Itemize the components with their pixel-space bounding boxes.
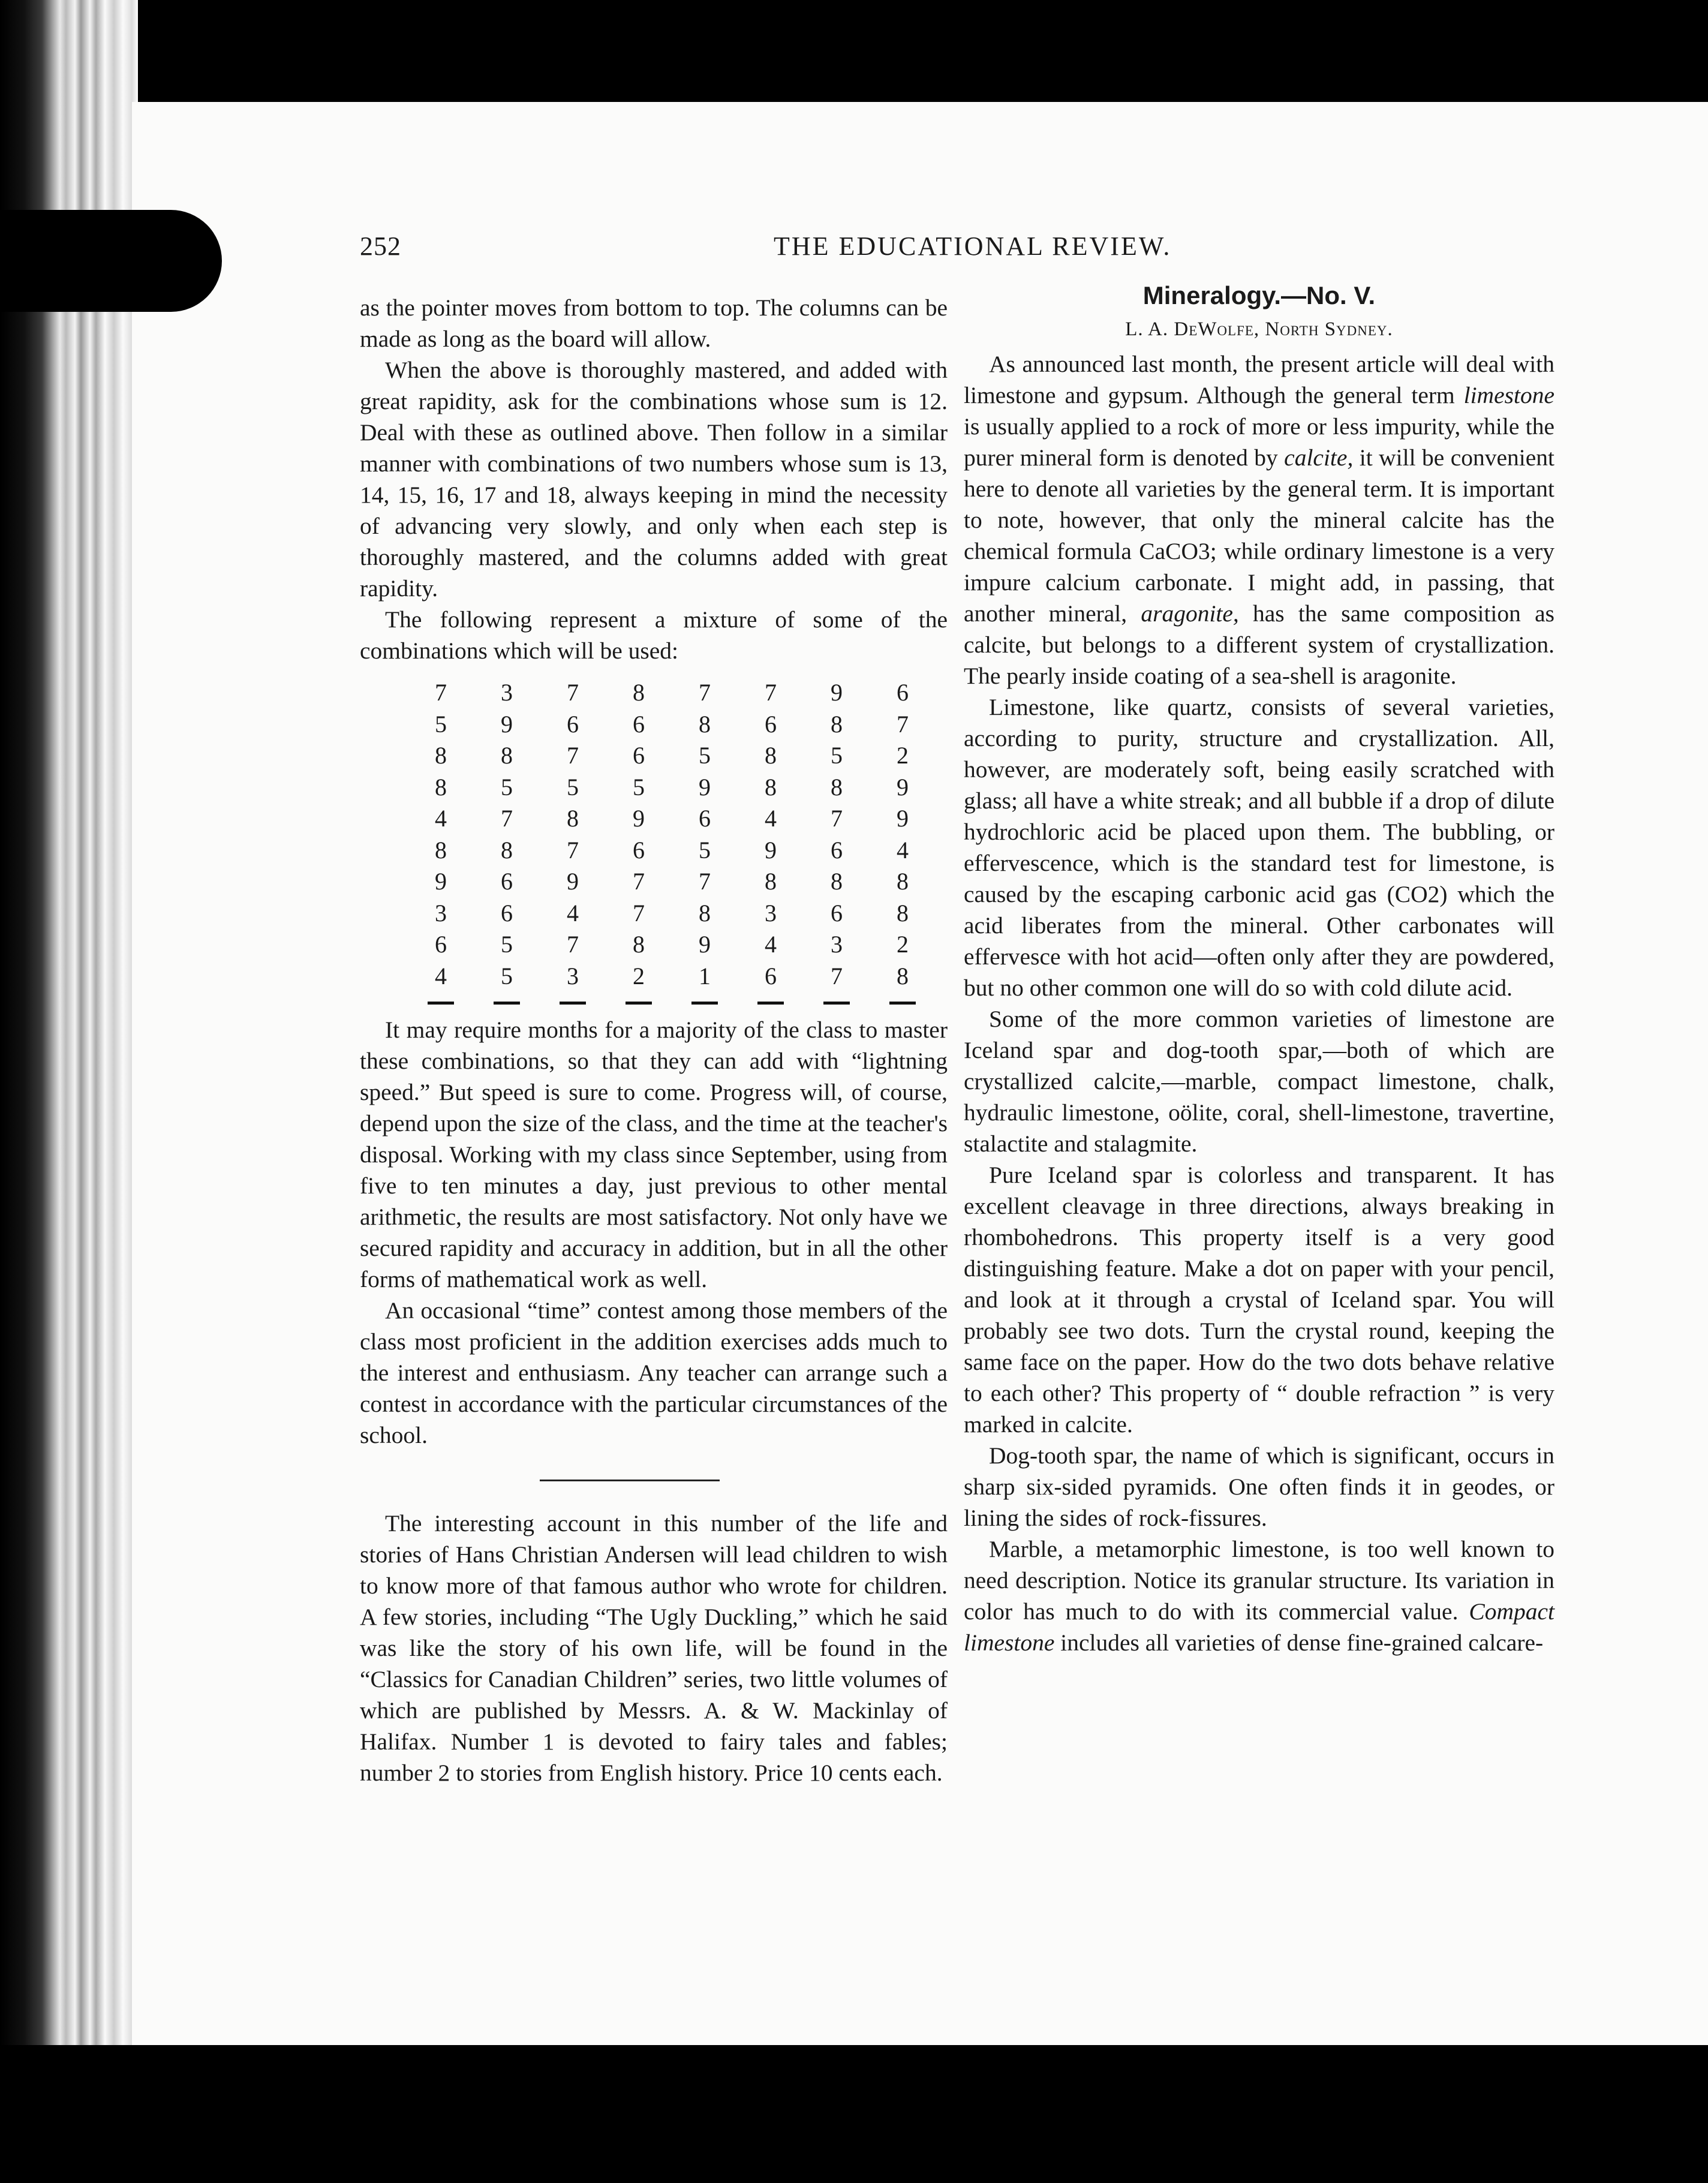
table-cell: 7 (765, 679, 777, 706)
table-cell: 7 (699, 868, 711, 895)
table-cell: 8 (435, 742, 447, 769)
table-cell: 4 (435, 962, 447, 990)
sum-line (606, 992, 672, 1005)
table-cell: 7 (435, 679, 447, 706)
paragraph: Some of the more common varieties of limestone are Iceland spar and dog-tooth spar,—both of which are crystallized calcite,—marble, compact limestone, chalk, hydraulic limestone, oölite, coral, shell-limestone, travertine, stalactite and stalagmite. (964, 1006, 1554, 1157)
table-cell: 4 (765, 931, 777, 958)
table-cell: 5 (501, 931, 513, 958)
table-cell: 4 (765, 805, 777, 832)
number-table (408, 677, 936, 1005)
table-cell: 9 (831, 679, 843, 706)
table-cell: 2 (897, 931, 909, 958)
table-cell: 6 (765, 962, 777, 990)
table-cell: 8 (501, 742, 513, 769)
table-cell: 5 (501, 773, 513, 801)
table-cell: 8 (633, 679, 645, 706)
table-cell: 4 (435, 805, 447, 832)
sum-line (474, 992, 540, 1005)
paragraph: Limestone, like quartz, consists of several varieties, according to purity, structure and crystallization. All, however, are moderately soft, being easily scratched with glass; all have a white streak; and all bubble if a drop of dilute hydrochloric acid be placed upon them. The bubbling, or effervescence, which is the standard test for limestone, is caused by the escaping carbonic acid gas (CO2) which the acid liberates from the mineral. Other carbonates will effervesce with hot acid—often only after they are powdered, but no other common one will do so with cold dilute acid. (964, 694, 1554, 1001)
table-cell: 7 (633, 868, 645, 895)
table-cell: 6 (501, 899, 513, 927)
table-cell: 6 (831, 836, 843, 864)
table-cell: 7 (567, 679, 579, 706)
scan-border (0, 2045, 1708, 2183)
sum-line (870, 992, 936, 1005)
paragraph: as the pointer moves from bottom to top. The columns can be made as long as the board will allow. (360, 294, 948, 352)
left-column (360, 292, 948, 1788)
paragraph: The following represent a mixture of some of the combinations which will be used: (360, 606, 948, 664)
table-cell: 7 (567, 742, 579, 769)
table-cell: 6 (633, 836, 645, 864)
table-cell: 6 (897, 679, 909, 706)
table-cell: 7 (897, 710, 909, 738)
table-cell: 4 (897, 836, 909, 864)
table-cell: 8 (831, 710, 843, 738)
book-binding-edge (0, 0, 138, 2183)
paragraph: Dog-tooth spar, the name of which is significant, occurs in sharp six-sided pyramids. One often finds it in geodes, or lining the sides of rock-fissures. (964, 1442, 1554, 1531)
table-cell: 7 (831, 962, 843, 990)
table-cell: 8 (897, 899, 909, 927)
paragraph: As announced last month, the present article will deal with limestone and gypsum. Although the general term limestone is usually applied to a rock of more or less impurity, while the purer mineral form is denoted by calcite, it will be convenient here to denote all varieties by the general term. It is important to note, however, that only the mineral calcite has the chemical formula CaCO3; while ordinary limestone is a very impure calcium carbonate. I might add, in passing, that another mineral, aragonite, has the same composition as calcite, but belongs to a different system of crystallization. The pearly inside coating of a sea-shell is aragonite. (964, 351, 1554, 689)
paragraph: When the above is thoroughly mastered, and added with great rapidity, ask for the combinations whose sum is 12. Deal with these as outlined above. Then follow in a similar manner with combinations of two numbers whose sum is 13, 14, 15, 16, 17 and 18, always keeping in mind the necessity of advancing very slowly, and only when each step is thoroughly mastered, and the columns added with great rapidity. (360, 357, 948, 602)
table-cell: 5 (831, 742, 843, 769)
table-cell: 9 (633, 805, 645, 832)
table-cell: 8 (831, 773, 843, 801)
table-cell: 7 (567, 931, 579, 958)
table-cell: 6 (633, 710, 645, 738)
table-cell: 7 (831, 805, 843, 832)
table-cell: 6 (501, 868, 513, 895)
table-cell: 7 (567, 836, 579, 864)
article-title: Mineralogy.—No. V. (1142, 281, 1376, 309)
sum-line (804, 992, 870, 1005)
table-cell: 6 (699, 805, 711, 832)
paragraph: It may require months for a majority of the class to master these combinations, so that they can add with “lightning speed.” But speed is sure to come. Progress will, of course, depend upon the size of the class, and the time at the teacher's disposal. Working with my class since September, using from five to ten minutes a day, just previous to other mental arithmetic, the results are most satisfactory. Not only have we secured rapidity and accuracy in addition, but in all the other forms of mathematical work as well. (360, 1017, 948, 1292)
journal-title: THE EDUCATIONAL REVIEW. (774, 231, 1172, 261)
table-cell: 9 (501, 710, 513, 738)
table-cell: 6 (435, 931, 447, 958)
sum-line (540, 992, 606, 1005)
table-cell: 2 (633, 962, 645, 990)
table-cell: 8 (765, 868, 777, 895)
table-cell: 6 (633, 742, 645, 769)
table-cell: 8 (633, 931, 645, 958)
table-cell: 5 (633, 773, 645, 801)
table-cell: 8 (831, 868, 843, 895)
table-cell: 8 (501, 836, 513, 864)
table-cell: 8 (897, 962, 909, 990)
right-column (964, 279, 1554, 1658)
paragraph: Marble, a metamorphic limestone, is too well known to need description. Notice its granular structure. Its variation in color has much to do with its commercial value. Compact limestone includes all varieties of dense fine-grained calcare- (964, 1536, 1554, 1656)
sum-line (672, 992, 738, 1005)
table-cell: 6 (567, 710, 579, 738)
table-cell: 8 (699, 899, 711, 927)
table-cell: 3 (831, 931, 843, 958)
table-cell: 9 (435, 868, 447, 895)
table-cell: 5 (699, 742, 711, 769)
table-cell: 3 (567, 962, 579, 990)
table-cell: 9 (897, 773, 909, 801)
article-byline: L. A. DeWolfe, North Sydney. (1125, 318, 1393, 340)
note-paragraph: The interesting account in this number of the life and stories of Hans Christian Andersen will lead children to wish to know more of that famous author who wrote for children. A few stories, including “The Ugly Duckling,” which he said was like the story of his own life, will be found in the “Classics for Canadian Children” series, two little volumes of which are published by Messrs. A. & W. Mackinlay of Halifax. Number 1 is devoted to fairy tales and fables; number 2 to stories from English history. Price 10 cents each. (360, 1510, 948, 1786)
paragraph: An occasional “time” contest among those members of the class most proficient in the addition exercises adds much to the interest and enthusiasm. Any teacher can arrange such a contest in accordance with the particular circumstances of the school. (360, 1297, 948, 1448)
table-cell: 8 (699, 710, 711, 738)
table-cell: 7 (699, 679, 711, 706)
sum-line (408, 992, 474, 1005)
page-number: 252 (360, 231, 401, 261)
table-cell: 9 (699, 931, 711, 958)
table-cell: 5 (567, 773, 579, 801)
table-cell: 5 (501, 962, 513, 990)
table-cell: 9 (897, 805, 909, 832)
table-cell: 5 (435, 710, 447, 738)
table-cell: 8 (897, 868, 909, 895)
table-cell: 7 (501, 805, 513, 832)
table-cell: 8 (435, 836, 447, 864)
table-cell: 8 (765, 773, 777, 801)
table-cell: 7 (633, 899, 645, 927)
table-cell: 4 (567, 899, 579, 927)
table-cell: 3 (501, 679, 513, 706)
table-cell: 8 (435, 773, 447, 801)
paragraph: Pure Iceland spar is colorless and transparent. It has excellent cleavage in three directions, always breaking in rhombohedrons. This property itself is a very good distinguishing feature. Make a dot on paper with your pencil, and look at it through a crystal of Iceland spar. You will probably see two dots. Turn the crystal round, keeping the same face on the paper. How do the two dots behave relative to each other? This property of “ double refraction ” is very marked in calcite. (964, 1162, 1554, 1438)
table-cell: 3 (435, 899, 447, 927)
sum-line (738, 992, 804, 1005)
table-cell: 3 (765, 899, 777, 927)
table-cell: 1 (699, 962, 711, 990)
running-head (0, 231, 1708, 273)
table-cell: 9 (567, 868, 579, 895)
table-cell: 8 (765, 742, 777, 769)
table-cell: 6 (765, 710, 777, 738)
table-cell: 9 (699, 773, 711, 801)
table-cell: 2 (897, 742, 909, 769)
table-cell: 5 (699, 836, 711, 864)
table-cell: 9 (765, 836, 777, 864)
table-cell: 8 (567, 805, 579, 832)
section-divider (540, 1480, 720, 1481)
table-cell: 6 (831, 899, 843, 927)
